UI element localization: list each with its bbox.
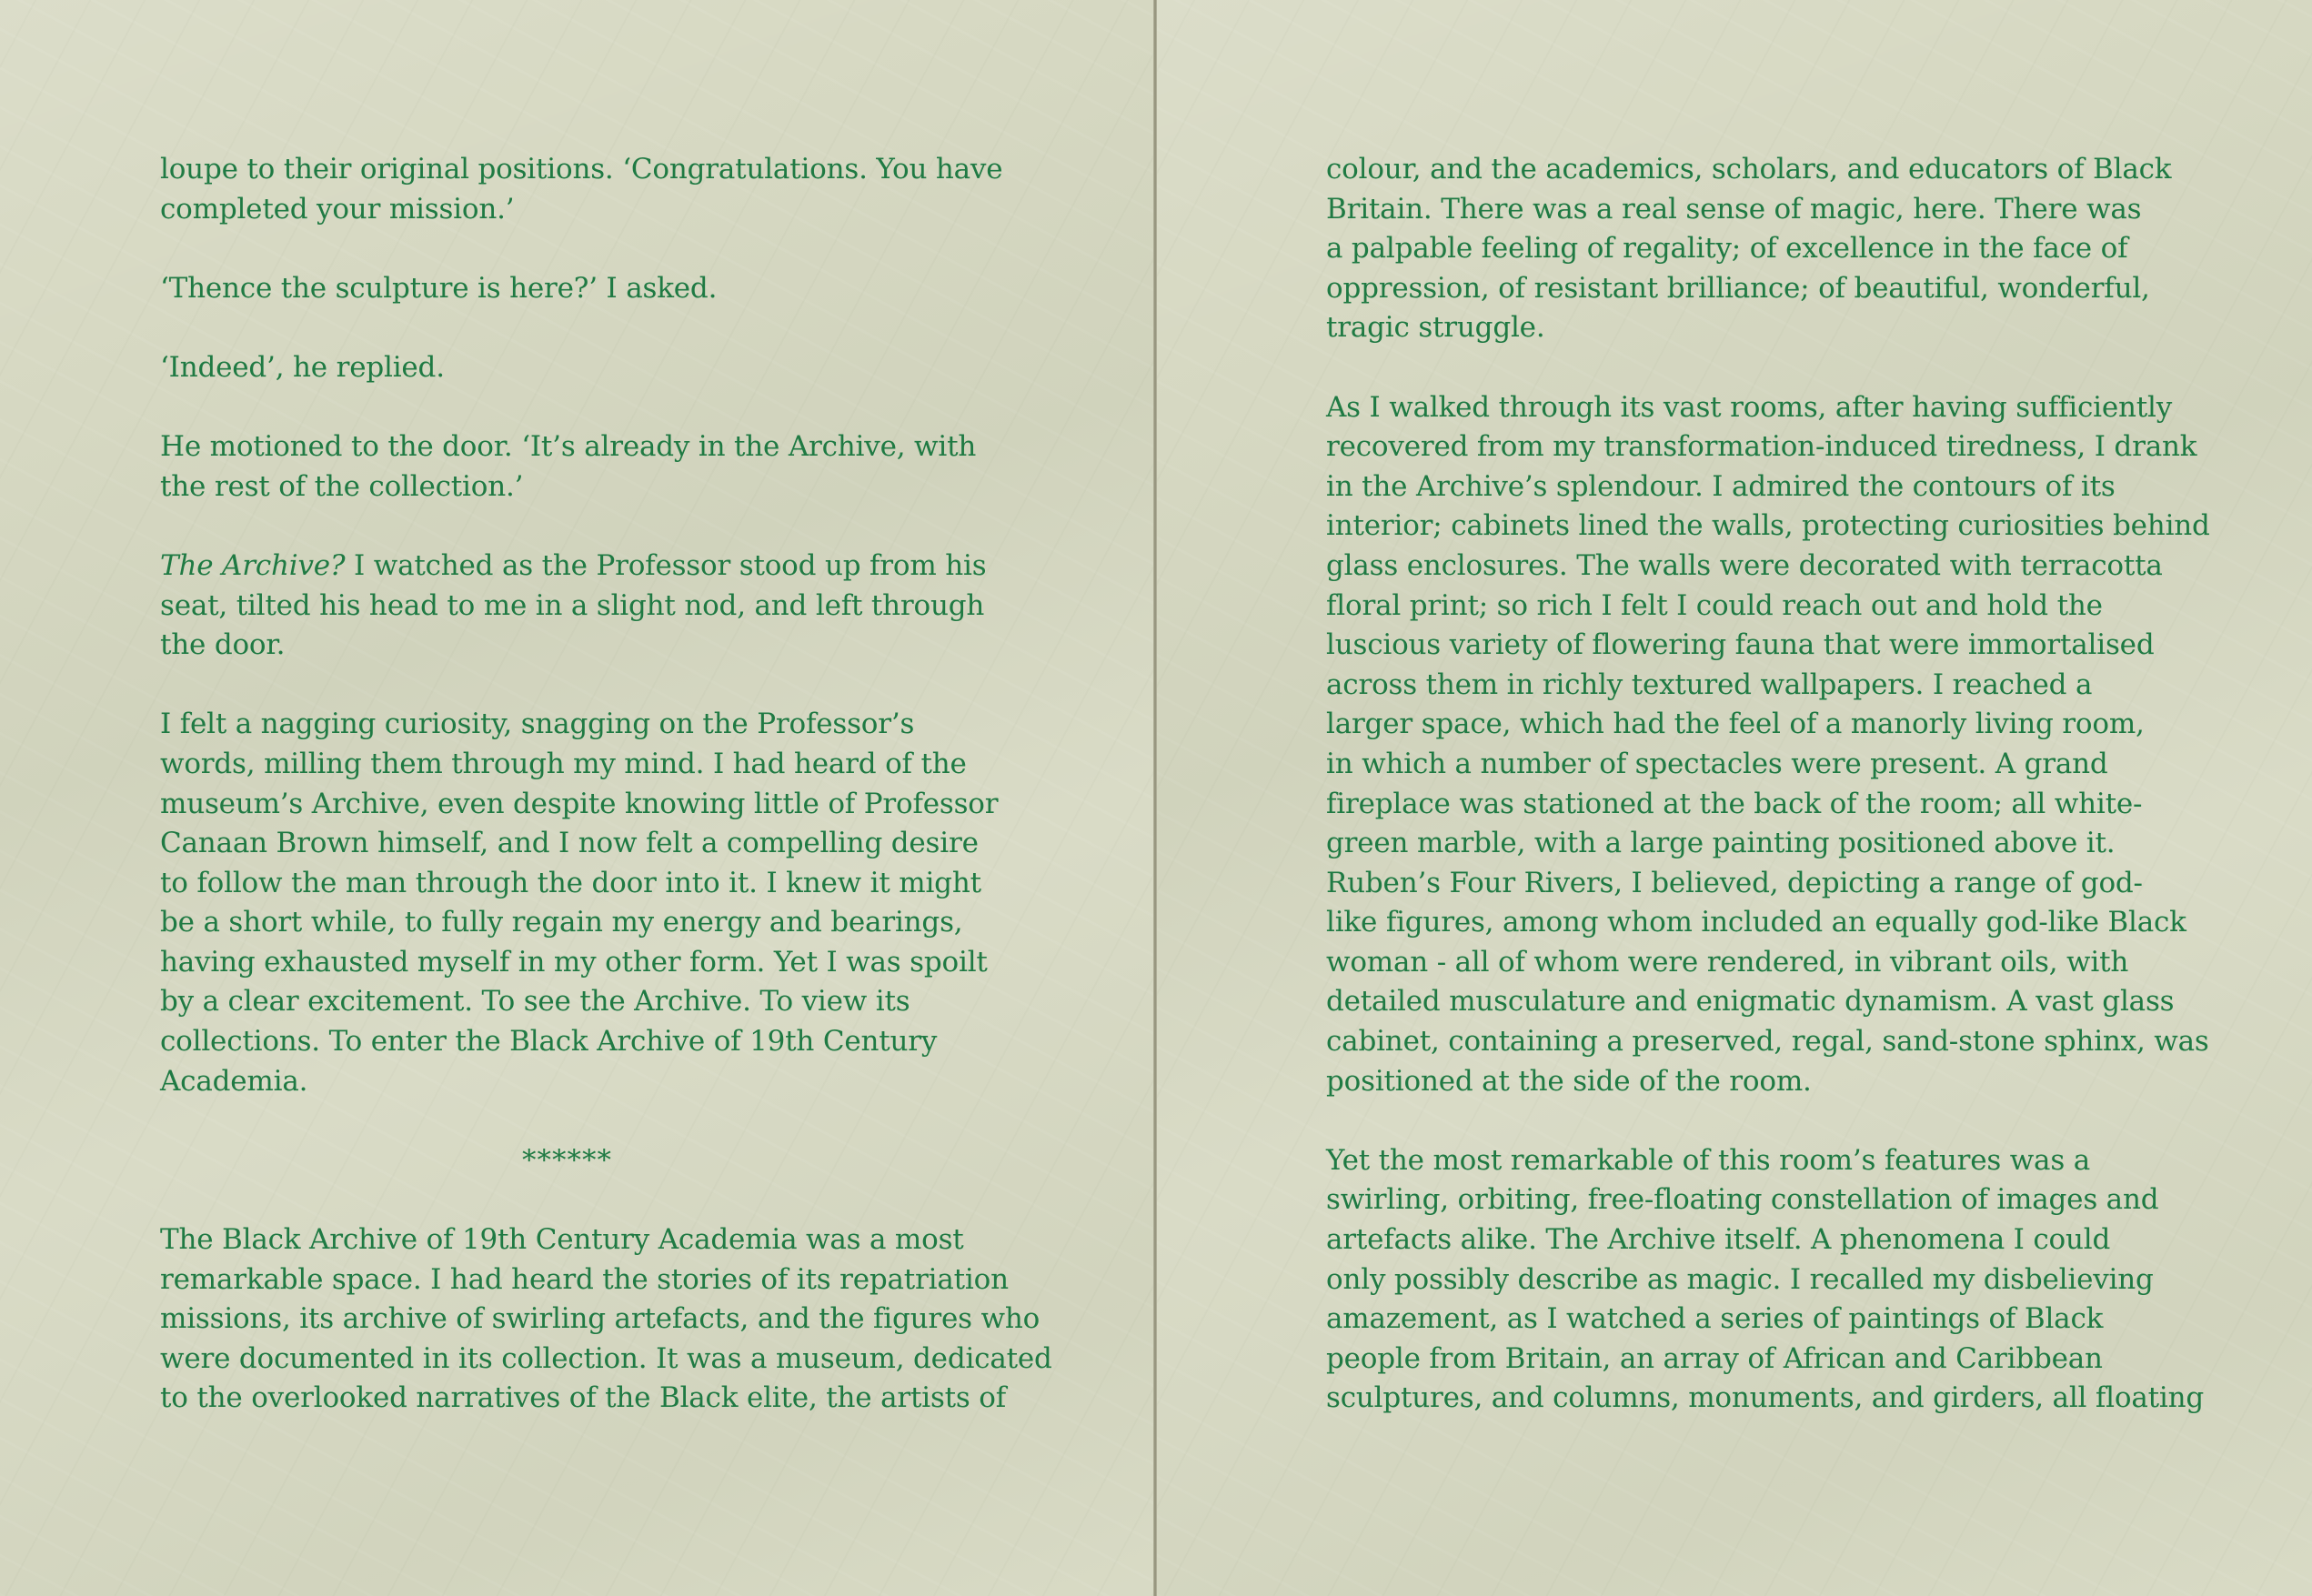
- paragraph: [160, 547, 988, 666]
- text-line: As I walked through its vast rooms, after having sufficiently: [1326, 390, 2173, 424]
- paragraph: [160, 348, 988, 388]
- text-line: were documented in its collection. It was a museum, dedicated: [160, 1341, 1052, 1375]
- text-line: larger space, which had the feel of a manorly living room,: [1326, 708, 2145, 741]
- text-line: glass enclosures. The walls were decorated with terracotta: [1326, 548, 2163, 582]
- text-line: Yet the most remarkable of this room’s features was a: [1326, 1143, 2090, 1177]
- text-line: having exhausted myself in my other form. Yet I was spoilt: [160, 945, 988, 979]
- text-line: detailed musculature and enigmatic dynamism. A vast glass: [1326, 985, 2175, 1019]
- text-line: to follow the man through the door into it. I knew it might: [160, 866, 981, 899]
- text-line: positioned at the side of the room.: [1326, 1064, 1812, 1098]
- paragraph: [1326, 1141, 2205, 1419]
- right-page-text: [1326, 150, 2210, 1459]
- right-page: [1157, 0, 2312, 1596]
- text-line: ‘Indeed’, he replied.: [160, 350, 445, 384]
- section-separator: ******: [522, 1143, 612, 1177]
- text-line: only possibly describe as magic. I recalled my disbelieving: [1326, 1262, 2154, 1296]
- text-line: like figures, among whom included an equally god-like Black: [1326, 906, 2186, 939]
- text-line: swirling, orbiting, free-floating constellation of images and: [1326, 1183, 2159, 1217]
- text-line: interior; cabinets lined the walls, protecting curiosities behind: [1326, 509, 2210, 543]
- paragraph: [160, 150, 1003, 229]
- text-line: words, milling them through my mind. I had heard of the: [160, 747, 967, 780]
- paragraph: [160, 705, 999, 1101]
- text-line: the door.: [160, 628, 286, 662]
- paragraph: [1326, 388, 2210, 1102]
- text-line: sculptures, and columns, monuments, and girders, all floating: [1326, 1381, 2205, 1415]
- paragraph: [160, 269, 988, 309]
- text-line: recovered from my transformation-induced tiredness, I drank: [1326, 430, 2197, 464]
- text-line: cabinet, containing a preserved, regal, sand-stone sphinx, was: [1326, 1025, 2209, 1059]
- text-line: Canaan Brown himself, and I now felt a compelling desire: [160, 827, 979, 860]
- text-line: woman - all of whom were rendered, in vibrant oils, with: [1326, 945, 2129, 979]
- text-line: The Black Archive of 19th Century Academia was a most: [160, 1223, 964, 1257]
- text-line: fireplace was stationed at the back of the room; all white-: [1326, 787, 2143, 820]
- text-line: [160, 547, 988, 587]
- text-line: floral print; so rich I felt I could reach out and hold the: [1326, 588, 2103, 622]
- paragraph: [1326, 150, 2172, 348]
- text-line: green marble, with a large painting positioned above it.: [1326, 827, 2116, 860]
- text-line: amazement, as I watched a series of paintings of Black: [1326, 1302, 2104, 1336]
- text-line: Ruben’s Four Rivers, I believed, depicting a range of god-: [1326, 866, 2143, 899]
- text-line: by a clear excitement. To see the Archive. To view its: [160, 985, 910, 1019]
- text-line: collections. To enter the Black Archive of 19th Century: [160, 1025, 938, 1059]
- text-line: loupe to their original positions. ‘Congratulations. You have: [160, 153, 1003, 186]
- left-page: [0, 0, 1153, 1596]
- text-line: completed your mission.’: [160, 192, 515, 226]
- text-line: be a short while, to fully regain my energy and bearings,: [160, 906, 963, 939]
- text-line: in which a number of spectacles were present. A grand: [1326, 747, 2108, 780]
- text-line: museum’s Archive, even despite knowing little of Professor: [160, 787, 999, 820]
- text-line: tragic struggle.: [1326, 311, 1545, 345]
- text-line: colour, and the academics, scholars, and educators of Black: [1326, 153, 2172, 186]
- text-line: luscious variety of flowering fauna that were immortalised: [1326, 628, 2155, 662]
- paragraph: [160, 1220, 1052, 1419]
- paragraph: [160, 427, 988, 507]
- text-line: remarkable space. I had heard the stories of its repatriation: [160, 1262, 1009, 1296]
- text-line: He motioned to the door. ‘It’s already in the Archive, with: [160, 430, 977, 464]
- text-line: in the Archive’s splendour. I admired the contours of its: [1326, 469, 2116, 503]
- left-page-text: [160, 150, 1052, 1459]
- text-line: the rest of the collection.’: [160, 469, 524, 503]
- text-line: to the overlooked narratives of the Black elite, the artists of: [160, 1381, 1007, 1415]
- text-line: I felt a nagging curiosity, snagging on the Professor’s: [160, 708, 915, 741]
- text-line: ‘Thence the sculpture is here?’ I asked.: [160, 271, 718, 305]
- text-line: seat, tilted his head to me in a slight nod, and left through: [160, 588, 985, 622]
- text-line: across them in richly textured wallpapers. I reached a: [1326, 668, 2093, 701]
- text-line: Britain. There was a real sense of magic, here. There was: [1326, 192, 2142, 226]
- text-line: a palpable feeling of regality; of excellence in the face of: [1326, 232, 2128, 266]
- text-line: artefacts alike. The Archive itself. A phenomena I could: [1326, 1223, 2111, 1257]
- text-line: Academia.: [160, 1064, 308, 1098]
- text-line: missions, its archive of swirling artefacts, and the figures who: [160, 1302, 1040, 1336]
- text-line: oppression, of resistant brilliance; of beautiful, wonderful,: [1326, 271, 2150, 305]
- text-line-rest: I watched as the Professor stood up from his: [345, 548, 987, 582]
- italic-lead: The Archive?: [160, 548, 346, 582]
- text-line: people from Britain, an array of African and Caribbean: [1326, 1341, 2103, 1375]
